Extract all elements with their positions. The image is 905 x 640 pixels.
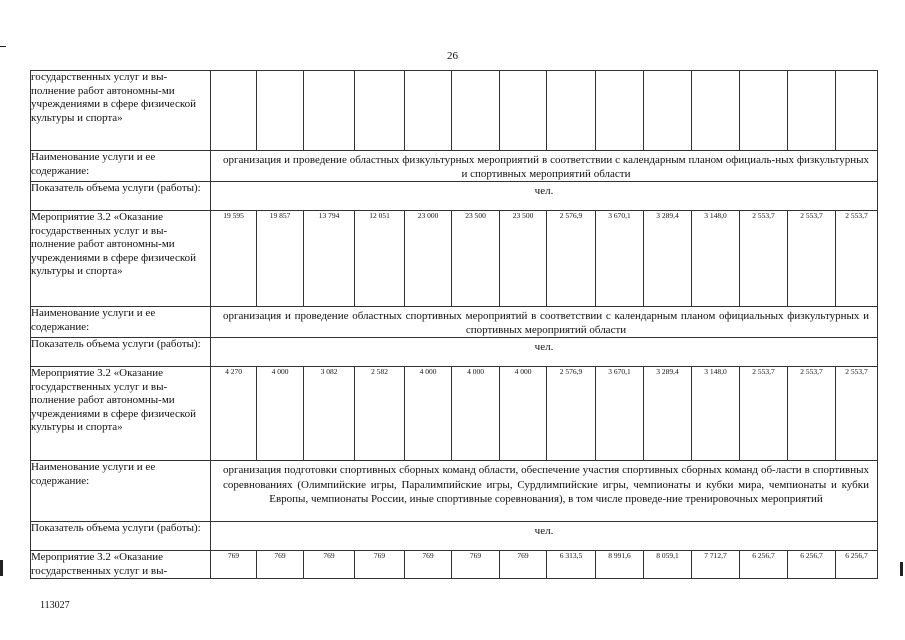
value-cell: 13 794 <box>304 211 355 307</box>
value-cell: 19 857 <box>257 211 304 307</box>
value-cell: 769 <box>355 551 405 579</box>
activity-label: Мероприятие 3.2 «Оказание государственных услуг и вы- <box>31 551 211 579</box>
value-cell: 3 289,4 <box>644 211 692 307</box>
value-cell: 2 553,7 <box>788 211 836 307</box>
value-cell: 4 270 <box>211 367 257 461</box>
value-cell: 3 082 <box>304 367 355 461</box>
value-cell: 23 500 <box>452 211 500 307</box>
document-id: 113027 <box>40 600 70 611</box>
value-cell: 769 <box>304 551 355 579</box>
left-edge-mark <box>0 560 3 576</box>
volume-indicator-label: Показатель объема услуги (работы): <box>31 182 211 211</box>
left-edge-mark <box>0 46 6 47</box>
table-row <box>31 151 878 182</box>
value-cell: 6 256,7 <box>788 551 836 579</box>
table-row <box>31 461 878 522</box>
value-cell: 4 000 <box>405 367 452 461</box>
value-cell: 2 576,9 <box>547 367 596 461</box>
table-row <box>31 182 878 211</box>
value-cell: 12 051 <box>355 211 405 307</box>
activity-label: Мероприятие 3.2 «Оказание государственных услуг и вы-полнение работ автономны-ми учреждениями в сфере физической культуры и спорта» <box>31 367 211 461</box>
service-description: организация и проведение областных спортивных мероприятий в соответствии с календарным планом официальных физкультурных и спортивных мероприятий области <box>211 307 878 338</box>
budget-table <box>30 70 878 579</box>
service-description: организация и проведение областных физкультурных мероприятий в соответствии с календарным планом официаль-ных физкультурных и спортивных мероприятий области <box>211 151 878 182</box>
service-name-label: Наименование услуги и ее содержание: <box>31 307 211 338</box>
volume-unit: чел. <box>211 182 878 211</box>
value-cell: 769 <box>452 551 500 579</box>
value-cell: 2 582 <box>355 367 405 461</box>
service-name-label: Наименование услуги и ее содержание: <box>31 461 211 522</box>
service-description: организация подготовки спортивных сборных команд области, обеспечение участия спортивных сборных команд об-ласти в спортивных соревнованиях (Олимпийские игры, Паралимпийские игры, Сурдлимпийские игры, чемпионаты и кубки мира, чемпионаты и кубки Европы, чемпионаты России, иные спортивные соревнования), в том числе проведе-ние тренировочных мероприятий <box>211 461 878 522</box>
table-row <box>31 307 878 338</box>
value-cell: 4 000 <box>452 367 500 461</box>
value-cell: 769 <box>405 551 452 579</box>
value-cell: 2 576,9 <box>547 211 596 307</box>
value-cell: 6 313,5 <box>547 551 596 579</box>
table-row <box>31 338 878 367</box>
value-cell: 3 670,1 <box>596 211 644 307</box>
table-row <box>31 211 878 307</box>
volume-indicator-label: Показатель объема услуги (работы): <box>31 522 211 551</box>
page-number: 26 <box>447 50 458 62</box>
value-cell: 4 000 <box>500 367 547 461</box>
table-row <box>31 71 878 151</box>
value-cell: 2 553,7 <box>836 211 878 307</box>
value-cell: 2 553,7 <box>740 211 788 307</box>
value-cell: 2 553,7 <box>836 367 878 461</box>
volume-unit: чел. <box>211 338 878 367</box>
value-cell: 6 256,7 <box>740 551 788 579</box>
activity-label: Мероприятие 3.2 «Оказание государственных услуг и вы-полнение работ автономны-ми учреждениями в сфере физической культуры и спорта» <box>31 211 211 307</box>
table-row <box>31 522 878 551</box>
service-name-label: Наименование услуги и ее содержание: <box>31 151 211 182</box>
value-cell: 23 000 <box>405 211 452 307</box>
value-cell: 769 <box>211 551 257 579</box>
value-cell: 19 595 <box>211 211 257 307</box>
value-cell: 8 991,6 <box>596 551 644 579</box>
row-label: государственных услуг и вы-полнение работ автономны-ми учреждениями в сфере физической культуры и спорта» <box>31 71 211 151</box>
value-cell: 6 256,7 <box>836 551 878 579</box>
value-cell: 3 670,1 <box>596 367 644 461</box>
value-cell: 3 148,0 <box>692 211 740 307</box>
value-cell: 2 553,7 <box>788 367 836 461</box>
value-cell: 769 <box>257 551 304 579</box>
table-row <box>31 551 878 579</box>
volume-indicator-label: Показатель объема услуги (работы): <box>31 338 211 367</box>
value-cell: 3 148,0 <box>692 367 740 461</box>
value-cell: 23 500 <box>500 211 547 307</box>
value-cell: 2 553,7 <box>740 367 788 461</box>
value-cell: 7 712,7 <box>692 551 740 579</box>
value-cell: 8 059,1 <box>644 551 692 579</box>
value-cell: 769 <box>500 551 547 579</box>
table-row <box>31 367 878 461</box>
volume-unit: чел. <box>211 522 878 551</box>
right-edge-mark <box>900 562 903 576</box>
value-cell: 3 289,4 <box>644 367 692 461</box>
value-cell: 4 000 <box>257 367 304 461</box>
